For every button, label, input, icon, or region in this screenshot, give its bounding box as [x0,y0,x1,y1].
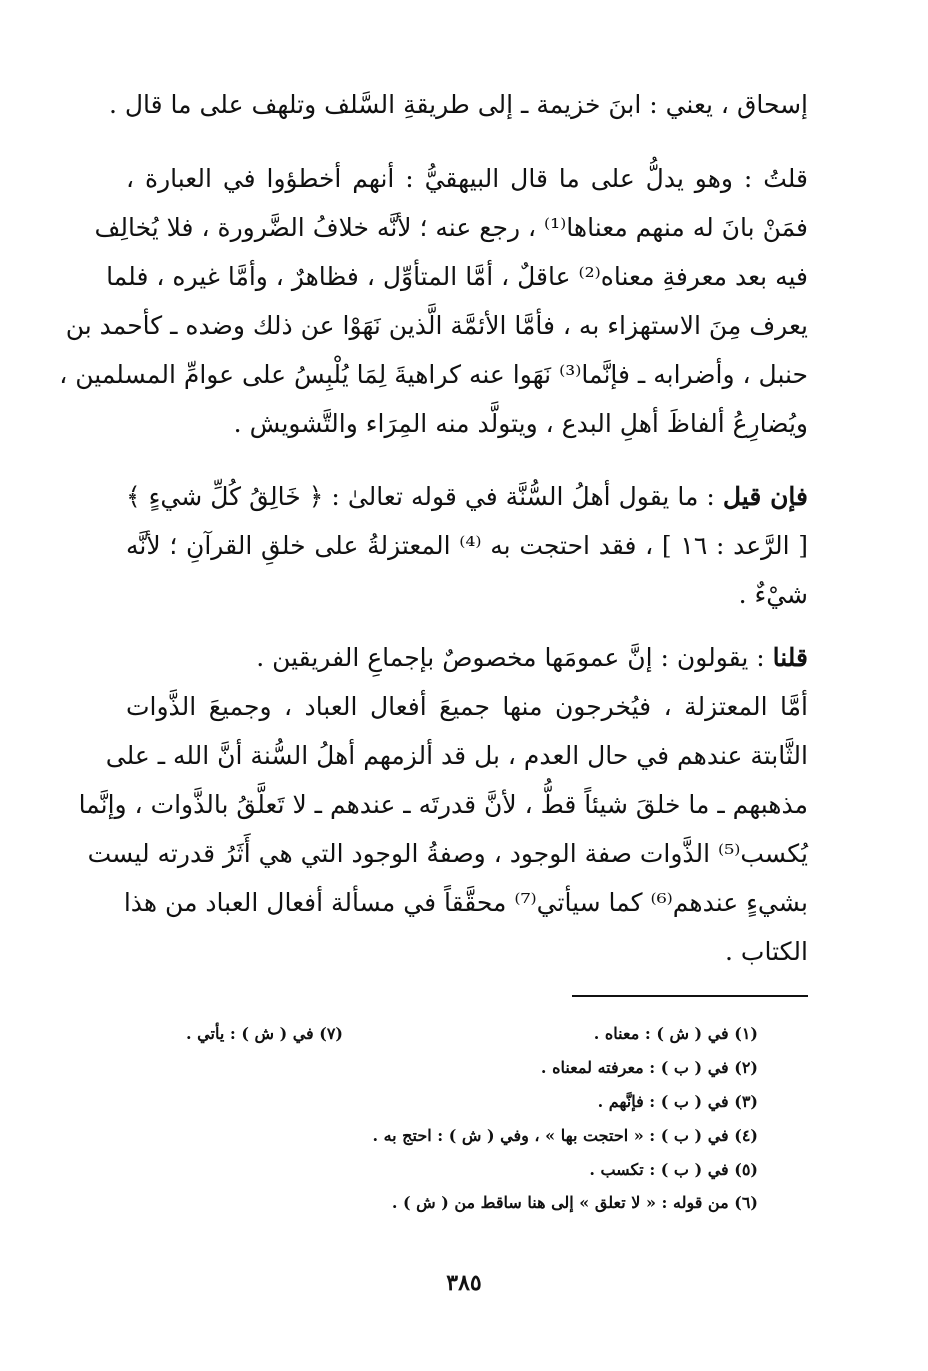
body-line: بشيءٍ عندهم⁽⁶⁾ كما سيأتي⁽⁷⁾ محقَّقاً في مسألة أفعال العباد من هذا [123,888,808,917]
body-line: الثَّابتة عندهم في حال العدم ، بل قد ألزمهم أهلُ السُّنة أنَّ الله ـ على [105,741,808,770]
body-line: فمَنْ بانَ له منهم معناها⁽¹⁾ ، رجع عنه ؛ لأنَّه خلافُ الضَّرورة ، فلا يُخالِف [94,213,808,242]
body-line: ويُضارِعُ ألفاظَ أهلِ البدع ، ويتولَّد منه المِرَاء والتَّشويش . [233,409,808,438]
footnote: (١) في ( ش ) : معناه . [593,1024,758,1043]
body-line: مذهبهم ـ ما خلقَ شيئاً قطُّ ، لأنَّ قدرتَه ـ عندهم ـ لا تَعلَّقُ بالذَّوات ، وإنَّما [78,790,808,819]
body-line: أمَّا المعتزلة ، فيُخرجون منها جميعَ أفعال العباد ، وجميعَ الذَّوات [126,692,808,721]
body-line: الكتاب . [725,937,808,966]
body-line-question [126,480,808,514]
footnote: (٢) في ( ب ) : معرفته لمعناه . [540,1058,758,1077]
body-line-answer [126,641,808,675]
footnote: (٤) في ( ب ) : « احتجت بها » ، وفي ( ش ) : احتج به . [372,1126,758,1145]
footnote: (٣) في ( ب ) : فإنَّهم . [597,1092,758,1111]
body-line: يُكسب⁽⁵⁾ الذَّوات صفة الوجود ، وصفةُ الوجود التي هي أَثَرُ قدرته ليست [87,839,808,868]
page-number: ٣٨٥ [446,1270,482,1296]
body-line: حنبل ، وأضرابه ـ فإنَّما⁽³⁾ نَهَوا عنه كراهيةَ لِمَا يُلْبِسُ على عوامِّ المسلمين ، [59,360,808,389]
body-line: فيه بعد معرفةِ معناه⁽²⁾ عاقلٌ ، أمَّا المتأوِّل ، فظاهرٌ ، وأمَّا غيره ، فلما [106,262,808,291]
body-line: يعرف مِنَ الاستهزاء به ، فأمَّا الأئمَّة الَّذين نَهَوْا عن ذلك وضده ـ كأحمد بن [65,311,808,340]
footnote: (٥) في ( ب ) : تكسب . [589,1160,758,1179]
body-line-rest: : يقولون : إنَّ عمومَها مخصوصٌ بإجماعِ الفريقين . [256,643,765,672]
footnote: (٦) من قوله : « لا تعلق » إلى هنا ساقط من ( ش ) . [391,1193,758,1212]
body-line-rest: : ما يقول أهلُ السُّنَّة في قوله تعالىٰ : ﴿ خَالِقُ كُلِّ شيءٍ ﴾ [126,482,715,511]
body-line: شيْءٌ . [738,580,808,609]
footnote: (٧) في ( ش ) : يأتي . [186,1024,343,1043]
body-line: [ الرَّعد : ١٦ ] ، فقد احتجت به ⁽⁴⁾ المعتزلةُ على خلقِ القرآنِ ؛ لأنَّه [126,531,808,560]
body-line: إسحاق ، يعني : ابنَ خزيمة ـ إلى طريقةِ السَّلف وتلهف على ما قال . [108,90,808,119]
bold-prefix-question: فإن قيل [722,482,809,511]
footnote-separator [572,995,808,997]
body-line: قلتُ : وهو يدلُّ على ما قال البيهقيُّ : أنهم أخطؤوا في العبارة ، [126,164,808,193]
bold-prefix-answer: قلنا [772,643,808,672]
